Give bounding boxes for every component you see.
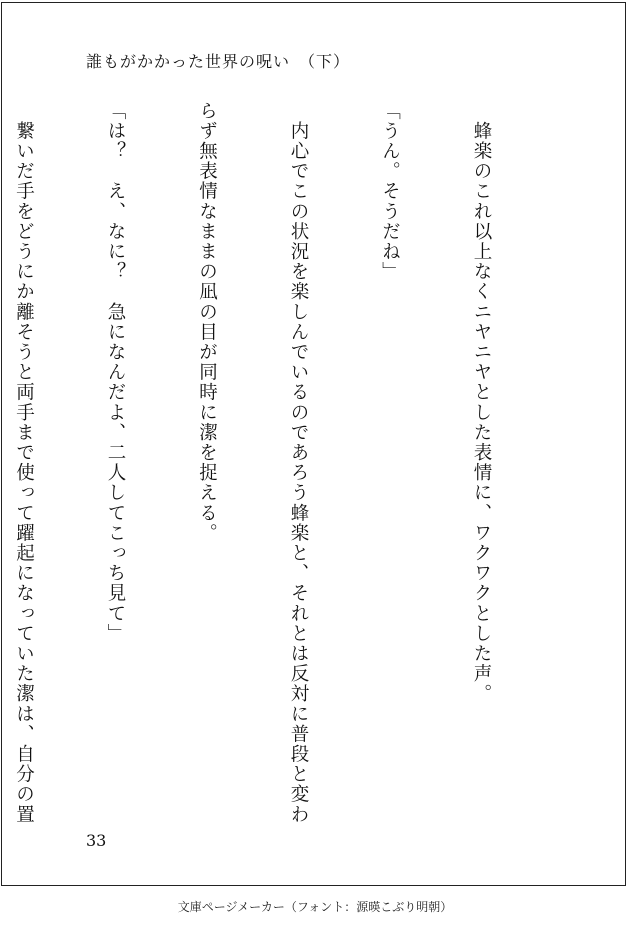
text-line: 蜂楽のこれ以上なくニヤニヤとした表情に、ワクワクとした声。 [471, 101, 492, 704]
footer-credit: 文庫ページメーカー（フォント：源暎こぶり明朝） [177, 900, 453, 914]
text-line: 「は？ え、なに？ 急になんだよ、二人してこっち見て」 [105, 101, 126, 644]
page-number: 33 [86, 831, 107, 850]
running-header: 誰もがかかった世界の呪い （下） [86, 52, 351, 71]
text-line: 内心でこの状況を楽しんでいるのであろう蜂楽と、それとは反対に普段と変わ [288, 101, 309, 825]
text-line: 繋いだ手をどうにか離そうと両手まで使って躍起になっていた潔は、自分の置 [13, 101, 35, 825]
page-frame [1, 2, 626, 886]
text-line: 「うん。そうだね」 [379, 101, 401, 282]
text-line: らず無表情なままの凪の目が同時に潔を捉える。 [196, 101, 218, 544]
body-text [0, 101, 557, 825]
